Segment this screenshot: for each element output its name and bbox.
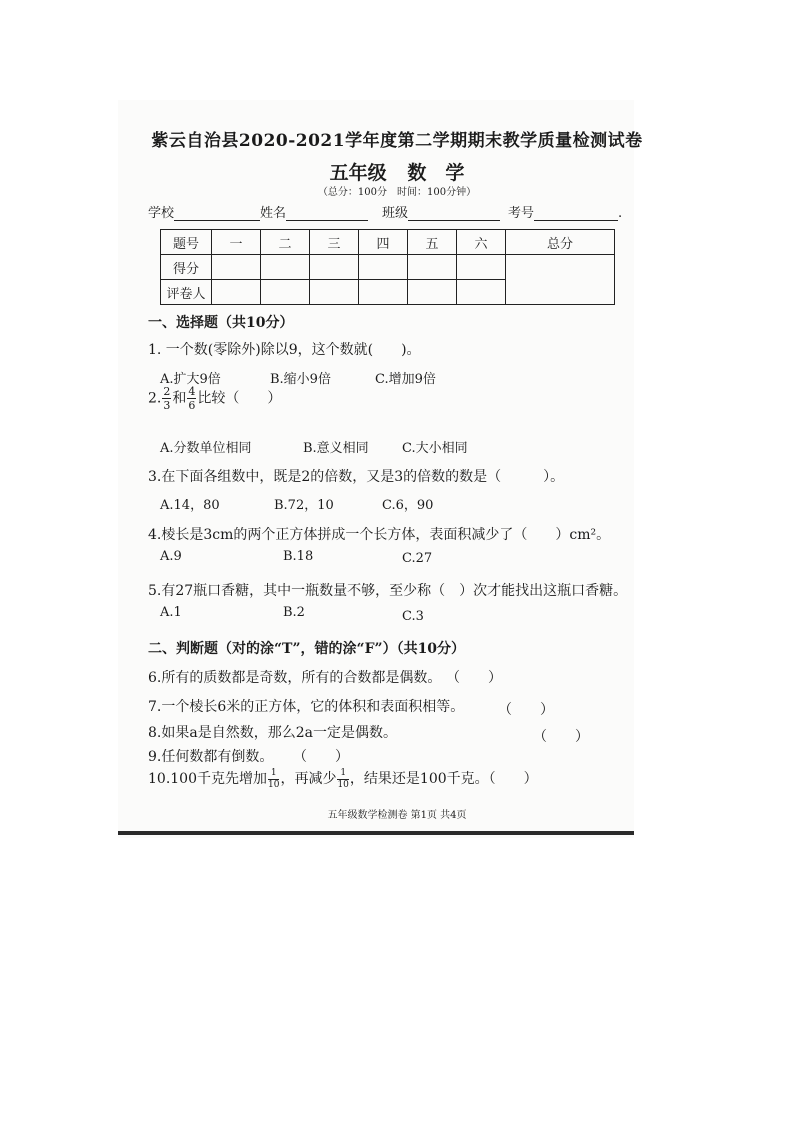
- grader-row-label: 评卷人: [161, 280, 212, 305]
- score-row: [161, 255, 615, 280]
- q5-option-c[interactable]: C.3: [402, 609, 424, 624]
- total-score-cell[interactable]: [506, 255, 615, 305]
- q5-option-a[interactable]: A.1: [160, 605, 182, 620]
- section2-heading: 二、判断题（对的涂“T”，错的涂“F”）（共10分）: [148, 641, 466, 657]
- score-cell[interactable]: [408, 255, 457, 280]
- column-4: 四: [359, 230, 408, 255]
- q8-answer-blank[interactable]: （ ）: [533, 729, 589, 745]
- question-7: 7.一个棱长6米的正方体，它的体积和表面积相等。 （ ）: [148, 699, 554, 718]
- total-label: 总分: [506, 230, 615, 255]
- q7-answer-blank[interactable]: （ ）: [498, 702, 554, 718]
- subject-label: 数 学: [407, 162, 465, 184]
- exam-subtitle: [0, 158, 794, 185]
- score-table: [160, 229, 615, 305]
- question-8: 8.如果a是自然数，那么2a一定是偶数。 （ ）: [148, 725, 589, 745]
- question-number-label: 题号: [161, 230, 212, 255]
- grader-cell[interactable]: [261, 280, 310, 305]
- grader-cell[interactable]: [310, 280, 359, 305]
- score-table-header-row: [161, 230, 615, 255]
- exam-title: 紫云自治县2020-2021学年度第二学期期末教学质量检测试卷: [151, 131, 643, 151]
- question-1: 1. 一个数(零除外)除以9，这个数就( )。: [148, 342, 421, 358]
- q4-option-c[interactable]: C.27: [402, 551, 433, 566]
- q3-option-a[interactable]: A.14，80: [160, 498, 220, 513]
- question-3: 3.在下面各组数中，既是2的倍数，又是3的倍数的数是（ ）。: [148, 469, 565, 485]
- column-6: 六: [457, 230, 506, 255]
- score-cell[interactable]: [310, 255, 359, 280]
- page-footer: 五年级数学检测卷 第1页 共4页: [327, 810, 467, 821]
- question-2: 2. $\frac{2}{3}$ 和 $\frac{4}{6}$ 比较（ ）: [148, 385, 282, 412]
- question-5: 5.有27瓶口香糖，其中一瓶数量不够，至少称（ ）次才能找出这瓶口香糖。: [148, 583, 628, 599]
- bottom-rule: [118, 831, 634, 835]
- q9-answer-blank[interactable]: （ ）: [293, 749, 349, 765]
- q5-option-b[interactable]: B.2: [283, 605, 305, 620]
- grader-cell[interactable]: [408, 280, 457, 305]
- question-6: 6.所有的质数都是奇数，所有的合数都是偶数。 （ ）: [148, 667, 441, 687]
- fraction-1-10: $\frac{1}{10}$: [268, 767, 280, 790]
- grader-cell[interactable]: [359, 280, 408, 305]
- student-info-row: [148, 202, 628, 220]
- fraction-1-10: $\frac{1}{10}$: [337, 767, 349, 790]
- q4-option-b[interactable]: B.18: [283, 549, 314, 564]
- q1-option-c[interactable]: C.增加9倍: [375, 372, 436, 387]
- q2-option-c[interactable]: C.大小相同: [402, 441, 468, 456]
- column-2: 二: [261, 230, 310, 255]
- q4-option-a[interactable]: A.9: [160, 549, 182, 564]
- q1-option-b[interactable]: B.缩小9倍: [270, 372, 331, 387]
- column-3: 三: [310, 230, 359, 255]
- score-cell[interactable]: [212, 255, 261, 280]
- q1-option-a[interactable]: A.扩大9倍: [160, 372, 221, 387]
- fraction-2-3: $\frac{2}{3}$: [163, 385, 171, 412]
- section1-heading: 一、选择题（共10分）: [148, 315, 294, 331]
- q6-answer-blank[interactable]: （ ）: [446, 670, 502, 686]
- grade-label: 五年级: [329, 162, 387, 184]
- question-4: 4.棱长是3cm的两个正方体拼成一个长方体，表面积减少了（ ）cm²。: [148, 527, 611, 543]
- score-cell[interactable]: [359, 255, 408, 280]
- q3-option-c[interactable]: C.6，90: [382, 498, 434, 513]
- score-cell[interactable]: [261, 255, 310, 280]
- grader-cell[interactable]: [212, 280, 261, 305]
- name-field[interactable]: 姓名: [260, 202, 368, 221]
- score-cell[interactable]: [457, 255, 506, 280]
- column-5: 五: [408, 230, 457, 255]
- class-field[interactable]: 班级: [382, 202, 500, 221]
- q2-option-a[interactable]: A.分数单位相同: [160, 441, 252, 456]
- exam-number-field[interactable]: 考号 .: [508, 206, 623, 221]
- score-row-label: 得分: [161, 255, 212, 280]
- exam-meta: （总分：100分 时间：100分钟）: [317, 187, 477, 198]
- question-9: 9.任何数都有倒数。 （ ）: [148, 746, 273, 766]
- question-10: 10.100千克先增加 $\frac{1}{10}$ ，再减少 $\frac{1}{10}$ ，结果还是100千克。（ ）: [148, 767, 538, 790]
- school-field[interactable]: 学校: [148, 202, 260, 221]
- q10-answer-blank[interactable]: （ ）: [488, 771, 538, 787]
- q3-option-b[interactable]: B.72，10: [274, 498, 334, 513]
- grader-cell[interactable]: [457, 280, 506, 305]
- q2-option-b[interactable]: B.意义相同: [303, 441, 369, 456]
- column-1: 一: [212, 230, 261, 255]
- fraction-4-6: $\frac{4}{6}$: [188, 385, 196, 412]
